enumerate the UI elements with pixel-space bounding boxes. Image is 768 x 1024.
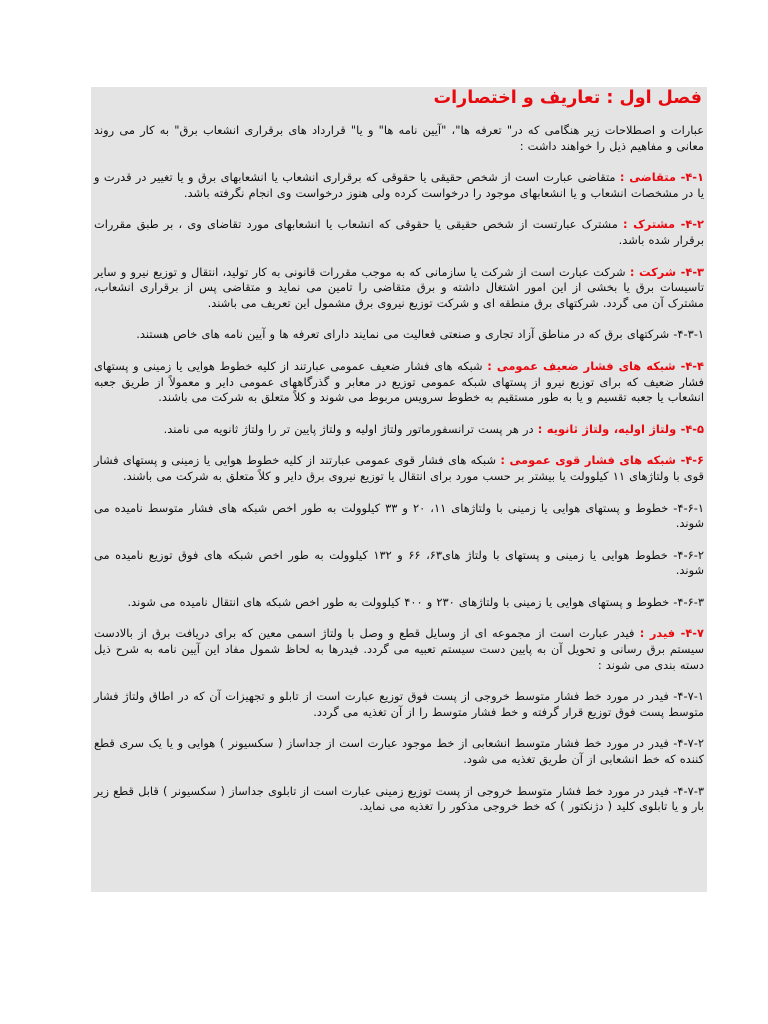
definition-text: فیدر عبارت است از مجموعه ای از وسایل قطع و وصل با ولتاژ اسمی معین که برای دریافت برق از بالادست سیستم برق رسانی و تحویل آن به پایین دست سیستم تعبیه می گردد. فیدرها به لحاظ شمول مفاد این آیین نامه به شرح ذیل دسته بندی می شوند : [94, 626, 704, 672]
definition-heading: ۴-۶- شبکه های فشار قوی عمومی : [500, 453, 704, 468]
definition-heading: ۴-۷- فیدر : [639, 626, 704, 641]
definition-item [94, 784, 704, 815]
chapter-title: فصل اول : تعاریف و اختصارات [433, 88, 702, 108]
definition-item [94, 689, 704, 720]
definition-text: ۴-۳-۱- شرکتهای برق که در مناطق آزاد تجاری و صنعتی فعالیت می نمایند دارای تعرفه ها و آیین نامه های خاص هستند. [136, 327, 704, 342]
definition-heading: ۴-۲- مشترک : [623, 217, 704, 232]
document-page [91, 87, 707, 892]
definition-text: ۴-۶-۱- خطوط و پستهای هوایی یا زمینی با ولتاژهای ۱۱، ۲۰ و ۳۳ کیلوولت به طور اخص شبکه های فشار متوسط نامیده می شوند. [94, 500, 704, 531]
definition-text: در هر پست ترانسفورماتور ولتاژ اولیه و ولتاژ پایین تر را ولتاژ ثانویه می نامند. [163, 421, 538, 436]
definition-item [94, 453, 704, 484]
definition-heading: ۴-۵- ولتاژ اولیه، ولتاژ ثانویه : [537, 421, 704, 436]
definition-text: شبکه های فشار قوی عمومی عبارتند از کلیه خطوط هوایی یا زمینی و پستهای فشار قوی با ولتاژهای ۱۱ کیلوولت یا بیشتر بر حسب مورد برای انتقال یا توزیع نیروی برق دایر و کلاً متعلق به شرکت می باشند. [94, 453, 704, 483]
definition-text: شرکت عبارت است از شرکت یا سازمانی که به موجب مقررات قانونی به کار تولید، انتقال و توزیع نیرو و سایر تاسیسات برق یا بخشی از این امور اشتغال داشته و برق متقاضی را تامین می نماید و متقاضی پس از برقراری انشعاب، مشترک آن می گردد. شرکتهای برق منطقه ای و شرکت توزیع نیروی برق مشمول این تعریف می باشند. [94, 264, 704, 310]
definition-item [94, 736, 704, 767]
definition-heading: ۴-۴- شبکه های فشار ضعیف عمومی : [487, 358, 704, 373]
definition-heading: ۴-۱- متقاضی : [619, 170, 704, 185]
definition-text: ۴-۷-۱- فیدر در مورد خط فشار متوسط خروجی از پست فوق توزیع عبارت است از تابلو و تجهیزات آن که در اطاق ولتاژ فشار متوسط پست فوق توزیع قرار گرفته و خط فشار متوسط را از آن تغذیه می گردد. [94, 689, 704, 719]
intro-paragraph: عبارات و اصطلاحات زیر هنگامی که در" تعرفه ها"، "آیین نامه ها" و یا" قرارداد های برقراری انشعاب برق" به کار می روند معانی و مفاهیم ذیل را خواهند داشت : [94, 123, 704, 153]
definition-item [94, 422, 704, 438]
definition-text: مشترک عبارتست از شخص حقیقی یا حقوقی که انشعاب یا انشعابهای مورد تقاضای وی ، بر طبق مقررات برقرار شده باشد. [94, 217, 704, 247]
definition-item [94, 170, 704, 201]
definition-text: ۴-۶-۳- خطوط و پستهای هوایی یا زمینی با ولتاژهای ۲۳۰ و ۴۰۰ کیلوولت به طور اخص شبکه های انتقال نامیده می شوند. [127, 594, 704, 609]
definition-item [94, 595, 704, 611]
definition-text: متقاضی عبارت است از شخص حقیقی یا حقوقی که برقراری انشعاب یا انشعابهای برق و یا تغییر در قدرت و یا در مشخصات انشعاب و یا انشعابهای موجود را درخواست کرده ولی هنوز درخواست وی انجام نگرفته باشد. [94, 170, 704, 200]
definition-item [94, 265, 704, 312]
definition-item [94, 327, 704, 343]
definition-item [94, 501, 704, 532]
definition-heading: ۴-۳- شرکت : [629, 264, 705, 279]
definition-text: ۴-۷-۲- فیدر در مورد خط فشار متوسط انشعابی از خط موجود عبارت است از جداساز ( سکسیونر ) هوایی و یا یک سری قطع کننده که خط انشعابی از آن طریق تغذیه می شود. [94, 736, 704, 767]
definition-text: ۴-۶-۲- خطوط هوایی یا زمینی و پستهای با ولتاژ های۶۳، ۶۶ و ۱۳۲ کیلوولت به طور اخص شبکه های فوق توزیع نامیده می شوند. [94, 547, 704, 578]
definition-item [94, 626, 704, 673]
definition-item [94, 548, 704, 579]
definition-item [94, 359, 704, 406]
definition-item [94, 217, 704, 248]
definition-text: شبکه های فشار ضعیف عمومی عبارتند از کلیه خطوط هوایی یا زمینی و پستهای فشار ضعیف که برای توزیع نیرو از پستهای شبکه عمومی توزیع در معابر و گذرگاههای عمومی دایر و معمولاً از طریق جعبه انشعاب یا جعبه تقسیم و یا به طور مستقیم به خطوط سرویس مربوط می شوند و کلاً متعلق به شرکت می باشند. [94, 358, 704, 405]
definition-text: ۴-۷-۳- فیدر در مورد خط فشار متوسط خروجی از پست توزیع زمینی عبارت است از تابلوی جداساز ( سکسیونر ) قابل قطع زیر بار و یا تابلوی کلید ( دژنکتور ) که خط خروجی مذکور را تغذیه می نماید. [94, 783, 704, 814]
